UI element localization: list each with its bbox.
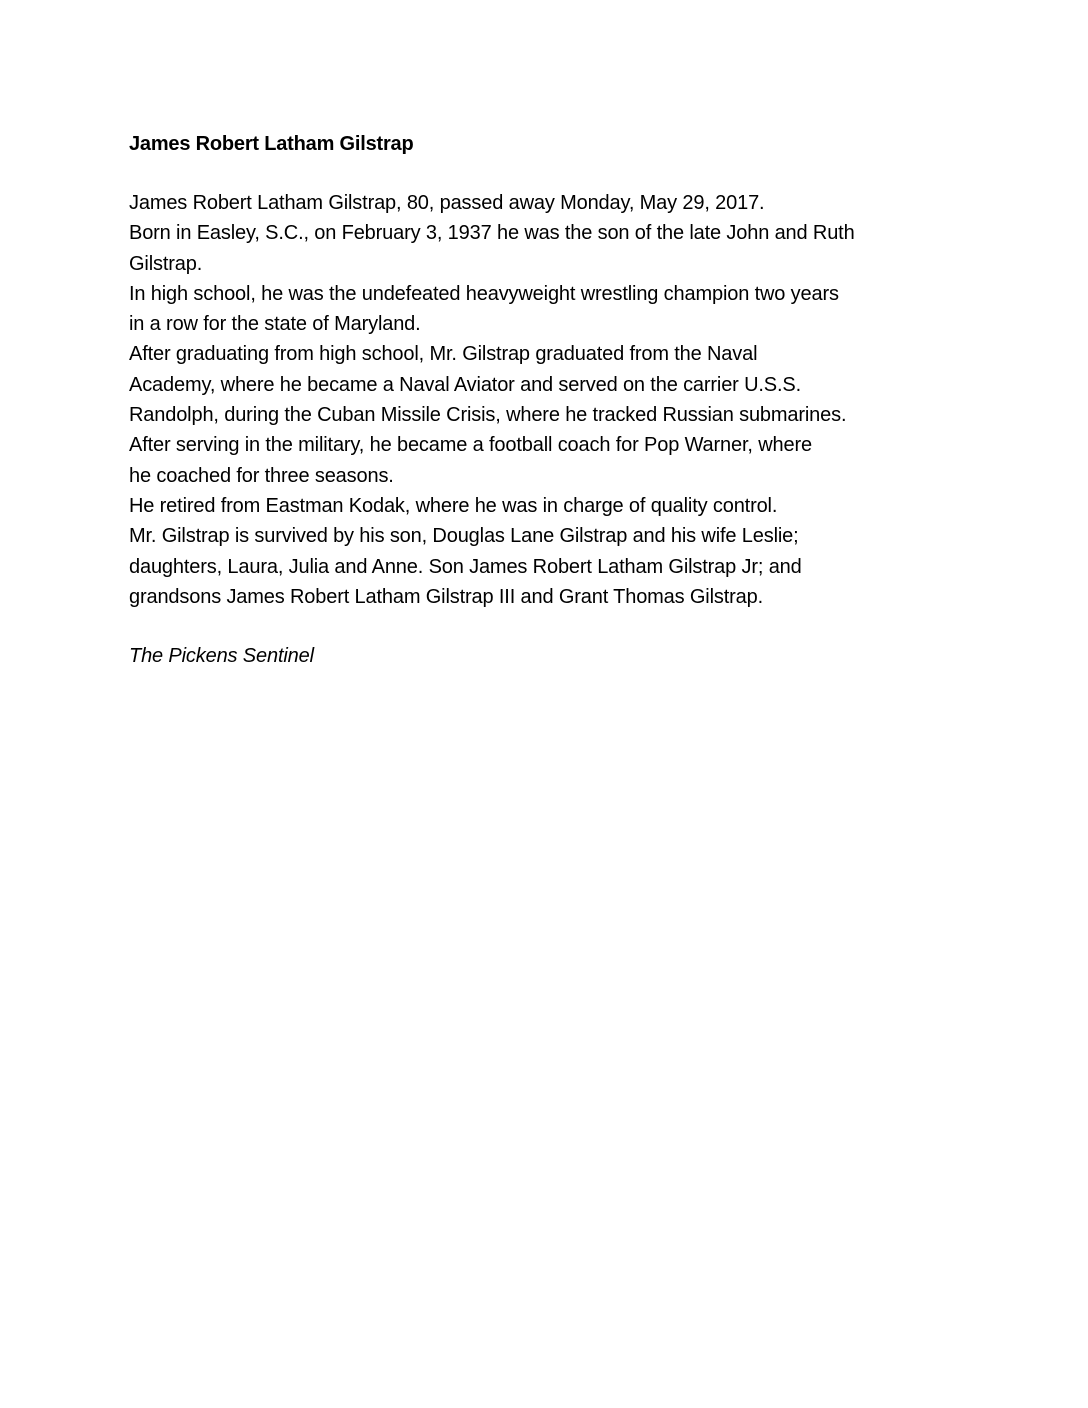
obituary-title: James Robert Latham Gilstrap [129, 133, 414, 155]
obituary-body [129, 188, 989, 612]
body-line: daughters, Laura, Julia and Anne. Son James Robert Latham Gilstrap Jr; and [129, 555, 802, 578]
body-line: He retired from Eastman Kodak, where he was in charge of quality control. [129, 494, 778, 517]
obituary-content [129, 130, 989, 671]
body-line: grandsons James Robert Latham Gilstrap III and Grant Thomas Gilstrap. [129, 585, 764, 608]
body-line: Mr. Gilstrap is survived by his son, Douglas Lane Gilstrap and his wife Leslie; [129, 525, 799, 548]
body-line: After serving in the military, he became a football coach for Pop Warner, where [129, 434, 812, 457]
body-line: Randolph, during the Cuban Missile Crisis, where he tracked Russian submarines. [129, 404, 847, 427]
body-line: he coached for three seasons. [129, 464, 394, 487]
body-line: in a row for the state of Maryland. [129, 313, 421, 336]
body-line: Gilstrap. [129, 252, 203, 275]
body-line: James Robert Latham Gilstrap, 80, passed away Monday, May 29, 2017. [129, 192, 765, 214]
body-line: In high school, he was the undefeated heavyweight wrestling champion two years [129, 282, 839, 305]
body-line: Academy, where he became a Naval Aviator and served on the carrier U.S.S. [129, 373, 801, 396]
newspaper-source: The Pickens Sentinel [129, 645, 314, 668]
body-line: After graduating from high school, Mr. Gilstrap graduated from the Naval [129, 343, 758, 366]
body-line: Born in Easley, S.C., on February 3, 1937 he was the son of the late John and Ruth [129, 222, 855, 245]
